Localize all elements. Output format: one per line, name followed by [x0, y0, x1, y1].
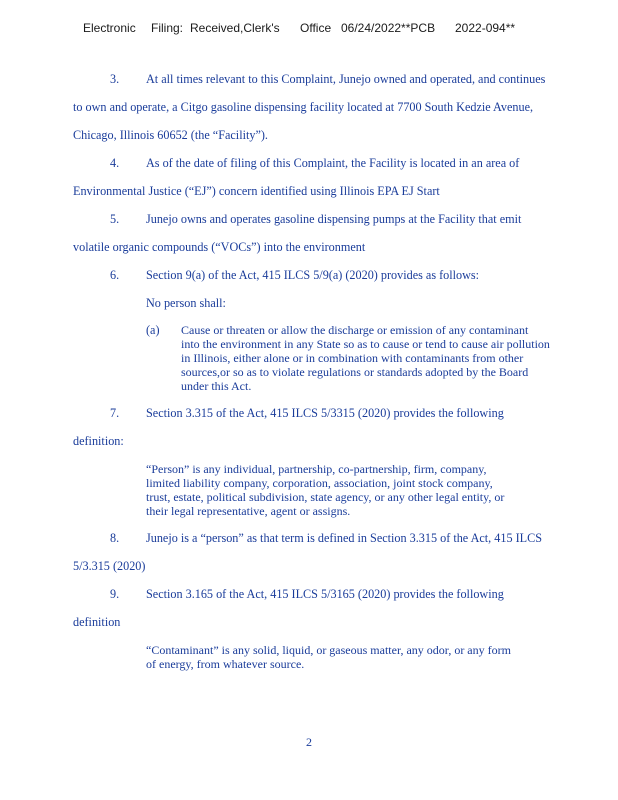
paragraph-line: Junejo is a “person” as that term is defined in Section 3.315 of the Act, 415 ILCS [146, 531, 543, 545]
paragraph-number: 3. [110, 72, 120, 86]
paragraph-line: 5/3.315 (2020) [73, 559, 146, 573]
paragraph-line: Junejo owns and operates gasoline dispensing pumps at the Facility that emit [146, 212, 522, 226]
quote-line: sources,or so as to violate regulations or standards adopted by the Board [181, 365, 529, 379]
paragraph-number: 8. [110, 531, 120, 545]
quote-line: of energy, from whatever source. [146, 657, 305, 671]
paragraph-number: 5. [110, 212, 120, 226]
block-quote [181, 323, 550, 393]
quote-line: limited liability company, corporation, association, joint stock company, [146, 476, 493, 490]
paragraph-line: definition [73, 615, 121, 629]
quote-line: their legal representative, agent or assigns. [146, 504, 351, 518]
quote-line: into the environment in any State so as to cause or tend to cause air pollution [181, 337, 550, 351]
paragraph-number: 6. [110, 268, 120, 282]
filing-header [0, 21, 618, 37]
quote-line: trust, estate, political subdivision, state agency, or any other legal entity, or [146, 490, 505, 504]
quote-intro: No person shall: [146, 296, 226, 310]
paragraph-line: Section 3.165 of the Act, 415 ILCS 5/3165 (2020) provides the following [146, 587, 504, 601]
block-quote [146, 643, 511, 671]
quote-line: Cause or threaten or allow the discharge or emission of any contaminant [181, 323, 529, 337]
header-date: 06/24/2022**PCB [341, 21, 436, 35]
paragraph-line: At all times relevant to this Complaint, Junejo owned and operated, and continues [146, 72, 546, 86]
header-received: Received,Clerk's [190, 21, 280, 35]
header-docket: 2022-094** [455, 21, 516, 35]
quote-line: “Person” is any individual, partnership, co-partnership, firm, company, [146, 462, 487, 476]
header-electronic: Electronic [83, 21, 136, 35]
paragraph-line: volatile organic compounds (“VOCs”) into the environment [73, 240, 366, 254]
header-filing: Filing: [151, 21, 184, 35]
paragraph-line: Environmental Justice (“EJ”) concern identified using Illinois EPA EJ Start [73, 184, 440, 198]
paragraph-number: 4. [110, 156, 120, 170]
header-office: Office [300, 21, 332, 35]
block-quote [146, 462, 504, 518]
quote-line: in Illinois, either alone or in combination with contaminants from other [181, 351, 524, 365]
paragraph-line: Section 9(a) of the Act, 415 ILCS 5/9(a) (2020) provides as follows: [146, 268, 480, 282]
paragraph-number: 7. [110, 406, 120, 420]
quote-line: under this Act. [181, 379, 252, 393]
paragraph-line: definition: [73, 434, 124, 448]
quote-line: “Contaminant” is any solid, liquid, or gaseous matter, any odor, or any form [146, 643, 511, 657]
page-number: 2 [306, 735, 312, 749]
paragraph-line: As of the date of filing of this Complaint, the Facility is located in an area of [146, 156, 520, 170]
paragraph-number: 9. [110, 587, 120, 601]
paragraph-line: to own and operate, a Citgo gasoline dispensing facility located at 7700 South Kedzie Avenue, [73, 100, 534, 114]
sub-item-label: (a) [146, 323, 160, 337]
paragraph-line: Chicago, Illinois 60652 (the “Facility”). [73, 128, 268, 142]
paragraph-line: Section 3.315 of the Act, 415 ILCS 5/3315 (2020) provides the following [146, 406, 504, 420]
